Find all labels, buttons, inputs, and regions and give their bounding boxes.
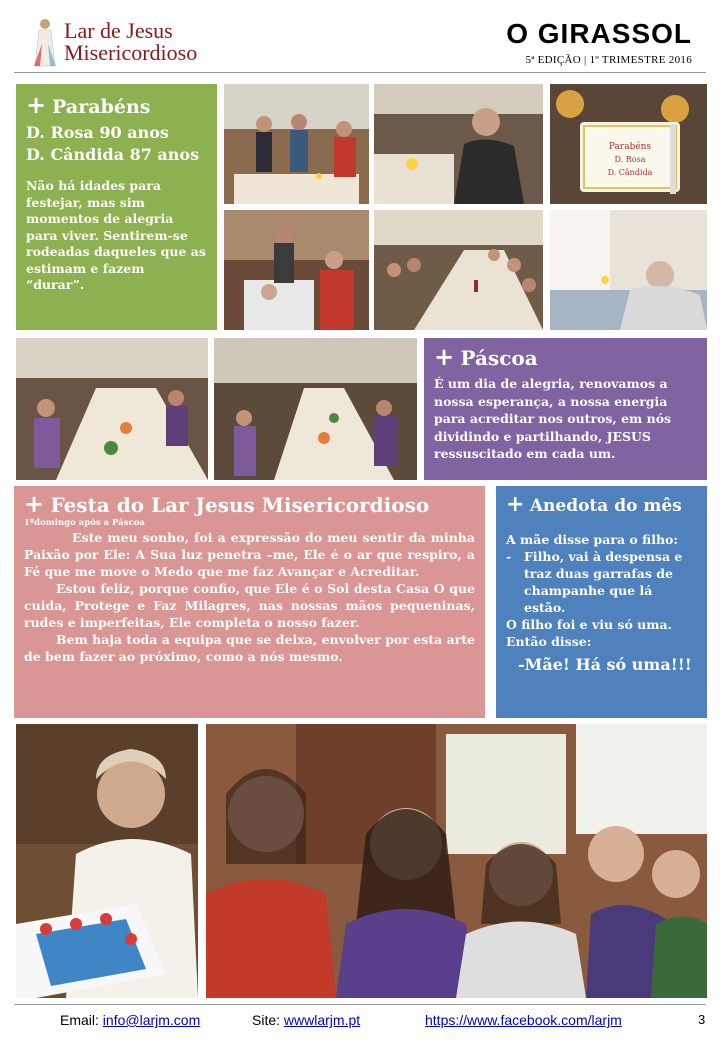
logo-line-2: Misericordioso — [64, 40, 198, 65]
birthday-line-1: D. Rosa 90 anos — [26, 123, 169, 142]
joke-line-4: Então disse: — [506, 634, 592, 649]
plus-icon: + — [26, 91, 47, 119]
header-divider — [14, 72, 706, 73]
joke-line-2: Filho, vai à despensa e traz duas garrafas de champanhe que lá estão. — [524, 549, 683, 615]
cake-text: Parabéns — [608, 142, 652, 152]
footer-divider — [14, 1004, 706, 1005]
festa-box — [14, 486, 485, 718]
birthday-box — [16, 84, 217, 330]
plus-icon: + — [434, 343, 455, 371]
footer-facebook — [425, 1012, 622, 1028]
woman-with-cake-photo — [16, 724, 198, 998]
birthday-photo-1 — [224, 84, 369, 204]
edition-label: 5ª EDIÇÃO | 1º TRIMESTRE 2016 — [525, 54, 692, 66]
joke-box — [496, 486, 707, 718]
birthday-photo-6 — [550, 210, 707, 330]
plus-icon: + — [24, 490, 45, 518]
birthday-title: Parabéns — [52, 96, 151, 118]
footer-email — [60, 1012, 200, 1028]
site-label: Site: — [252, 1012, 281, 1028]
birthday-photo-5 — [374, 210, 543, 330]
facebook-link[interactable]: https://www.facebook.com/larjm — [425, 1012, 622, 1028]
email-label: Email: — [60, 1012, 99, 1028]
birthday-photo-2 — [374, 84, 543, 204]
easter-photo-1 — [16, 338, 208, 480]
joke-bullet — [506, 548, 697, 616]
joke-line-3: O filho foi e viu só uma. — [506, 617, 672, 632]
jesus-figure-icon — [30, 16, 60, 68]
svg-text:D. Cândida: D. Cândida — [607, 168, 653, 177]
joke-punchline: -Mãe! Há só uma!!! — [518, 655, 692, 674]
site-link[interactable]: wwwlarjm.pt — [283, 1012, 361, 1028]
festa-title: Festa do Lar Jesus Misericordioso — [50, 493, 430, 517]
festa-paragraph-1: Este meu sonho, foi a expressão do meu sentir da minha Paixão por Ele: A Sua luz penetra –me, Ele é o ar que respiro, a Fé que me move o Medo que me faz Avançar e Acreditar. — [24, 530, 475, 579]
email-link[interactable]: info@larjm.com — [102, 1012, 201, 1028]
logo-line-1: Lar de Jesus — [64, 18, 173, 43]
birthday-line-2: D. Cândida 87 anos — [26, 145, 200, 164]
festa-paragraph-3: Bem haja toda a equipa que se deixa, envolver por esta arte de bem fazer ao próximo, como a nós mesmo. — [24, 632, 475, 664]
easter-photo-2 — [214, 338, 417, 480]
women-group-photo — [206, 724, 707, 998]
joke-line-1: A mãe disse para o filho: — [506, 532, 678, 547]
birthday-text: Não há idades para festejar, mas sim momentos de alegria para viver. Sentirem-se rodeadas daqueles que as estimam e fazem “durar”. — [26, 178, 206, 292]
page-number: 3 — [698, 1012, 706, 1027]
bullet-dash: - — [506, 549, 512, 564]
easter-title: Páscoa — [460, 346, 538, 370]
easter-text: É um dia de alegria, renovamos a nossa esperança, a nossa energia para acreditar nos outros, em nós dividindo e partilhando, JESUS ressuscitado em cada um. — [434, 376, 672, 461]
plus-icon: + — [506, 492, 525, 517]
festa-subtitle: 1ºdomingo após a Páscoa — [24, 518, 145, 528]
birthday-photo-4 — [224, 210, 369, 330]
easter-box — [424, 338, 707, 480]
festa-paragraph-2: Estou feliz, porque confio, que Ele é o Sol desta Casa O que cuida, Protege e Faz Milagres, nas nossas mãos pequeninas, rudes e imperfeitas, Ele completa o nosso fazer. — [24, 581, 475, 630]
svg-text:D. Rosa: D. Rosa — [614, 155, 646, 164]
footer-site — [252, 1012, 360, 1028]
birthday-cake-photo — [550, 84, 707, 204]
newsletter-title: O GIRASSOL — [506, 18, 692, 49]
joke-title: Anedota do mês — [529, 496, 682, 516]
